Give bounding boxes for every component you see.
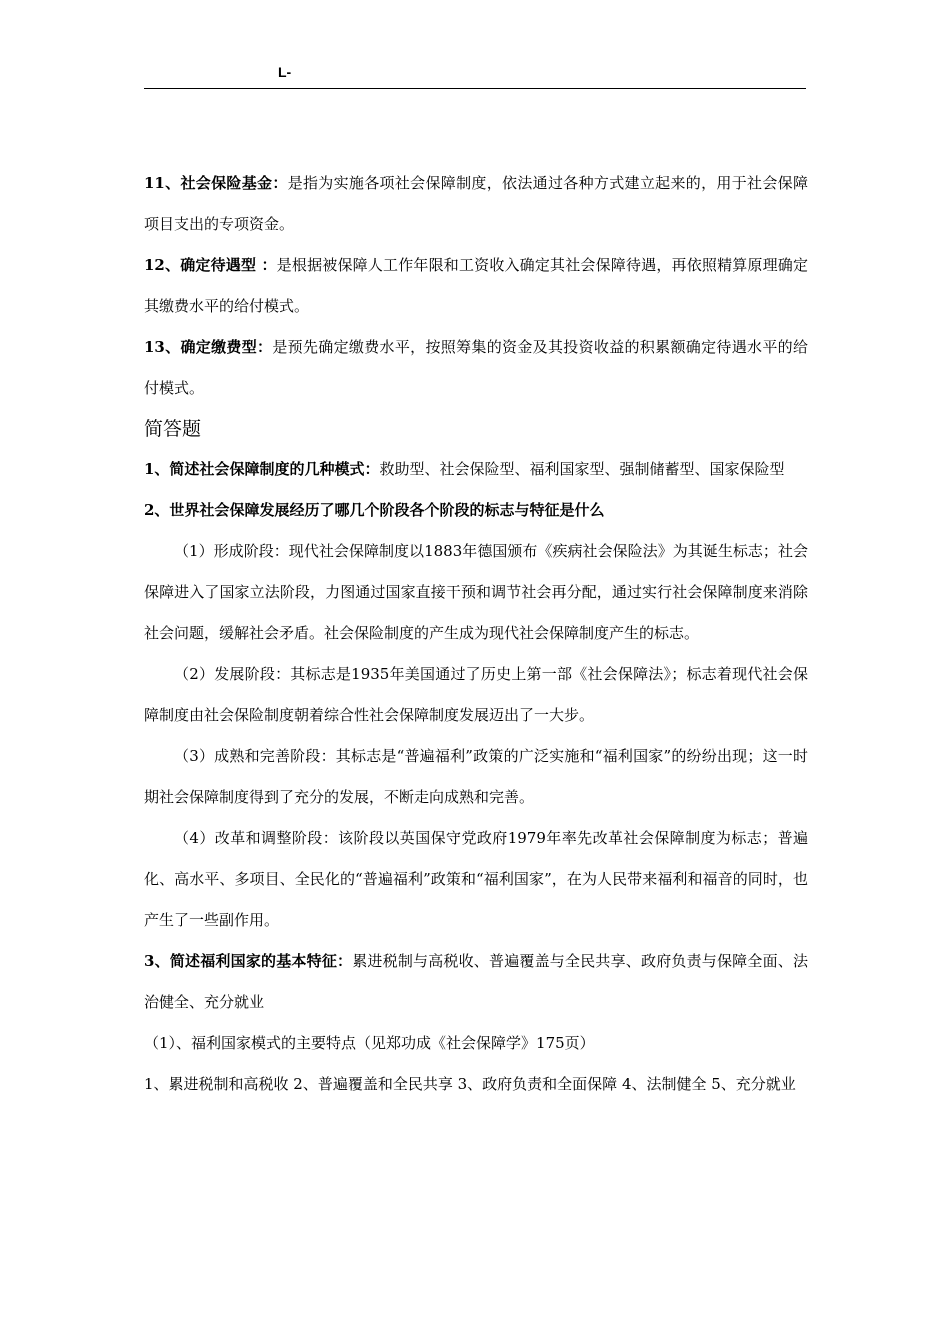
definition-text: 是指为实施各项社会保障制度，依法通过各种方式建立起来的，用于社会保障项目支出的专项资金。 [144,174,808,233]
answer-text: 救助型、社会保险型、福利国家型、强制储蓄型、国家保险型 [379,460,785,478]
definition-text: 是根据被保障人工作年限和工资收入确定其社会保障待遇，再依照精算原理确定其缴费水平的给付模式。 [144,256,808,315]
question-text: 3、简述福利国家的基本特征： [144,952,353,970]
stage-3: （3）成熟和完善阶段：其标志是“普遍福利”政策的广泛实施和“福利国家”的纷纷出现；这一时期社会保障制度得到了充分的发展，不断走向成熟和完善。 [144,747,808,806]
stage-4: （4）改革和调整阶段：该阶段以英国保守党政府1979年率先改革社会保障制度为标志；普遍化、高水平、多项目、全民化的“普遍福利”政策和“福利国家”，在为人民带来福利和福音的同时，也产生了一些副作用。 [144,829,808,929]
stage-2: （2）发展阶段：其标志是1935年美国通过了历史上第一部《社会保障法》；标志着现代社会保障制度由社会保险制度朝着综合性社会保障制度发展迈出了一大步。 [144,665,808,724]
definition-12 [144,245,808,327]
stage-1: （1）形成阶段：现代社会保障制度以1883年德国颁布《疾病社会保险法》为其诞生标志；社会保障进入了国家立法阶段，力图通过国家直接干预和调节社会再分配，通过实行社会保障制度来消除社会问题，缓解社会矛盾。社会保险制度的产生成为现代社会保障制度产生的标志。 [144,542,808,642]
question-3-list: 1、累进税制和高税收 2、普遍覆盖和全民共享 3、政府负责和全面保障 4、法制健全 5、充分就业 [144,1075,796,1093]
definition-term: 11、社会保险基金： [144,174,288,192]
document-body [144,163,808,1105]
question-1 [144,449,808,490]
definition-11 [144,163,808,245]
question-3 [144,941,808,1023]
definition-text: 是预先确定缴费水平，按照筹集的资金及其投资收益的积累额确定待遇水平的给付模式。 [144,338,808,397]
header-mark: L- [278,64,292,80]
section-title: 简答题 [144,418,202,440]
definition-term: 13、确定缴费型： [144,338,273,356]
definition-term: 12、确定待遇型 ： [144,256,277,274]
definition-13 [144,327,808,409]
header-rule [144,88,806,89]
question-text: 1、简述社会保障制度的几种模式： [144,460,380,478]
question-3-note: （1）、福利国家模式的主要特点（见郑功成《社会保障学》175页） [144,1034,595,1052]
answer-text: 累进税制与高税收、普遍覆盖与全民共享、政府负责与保障全面、法治健全、充分就业 [144,952,808,1011]
question-2: 2、世界社会保障发展经历了哪几个阶段各个阶段的标志与特征是什么 [144,501,605,519]
